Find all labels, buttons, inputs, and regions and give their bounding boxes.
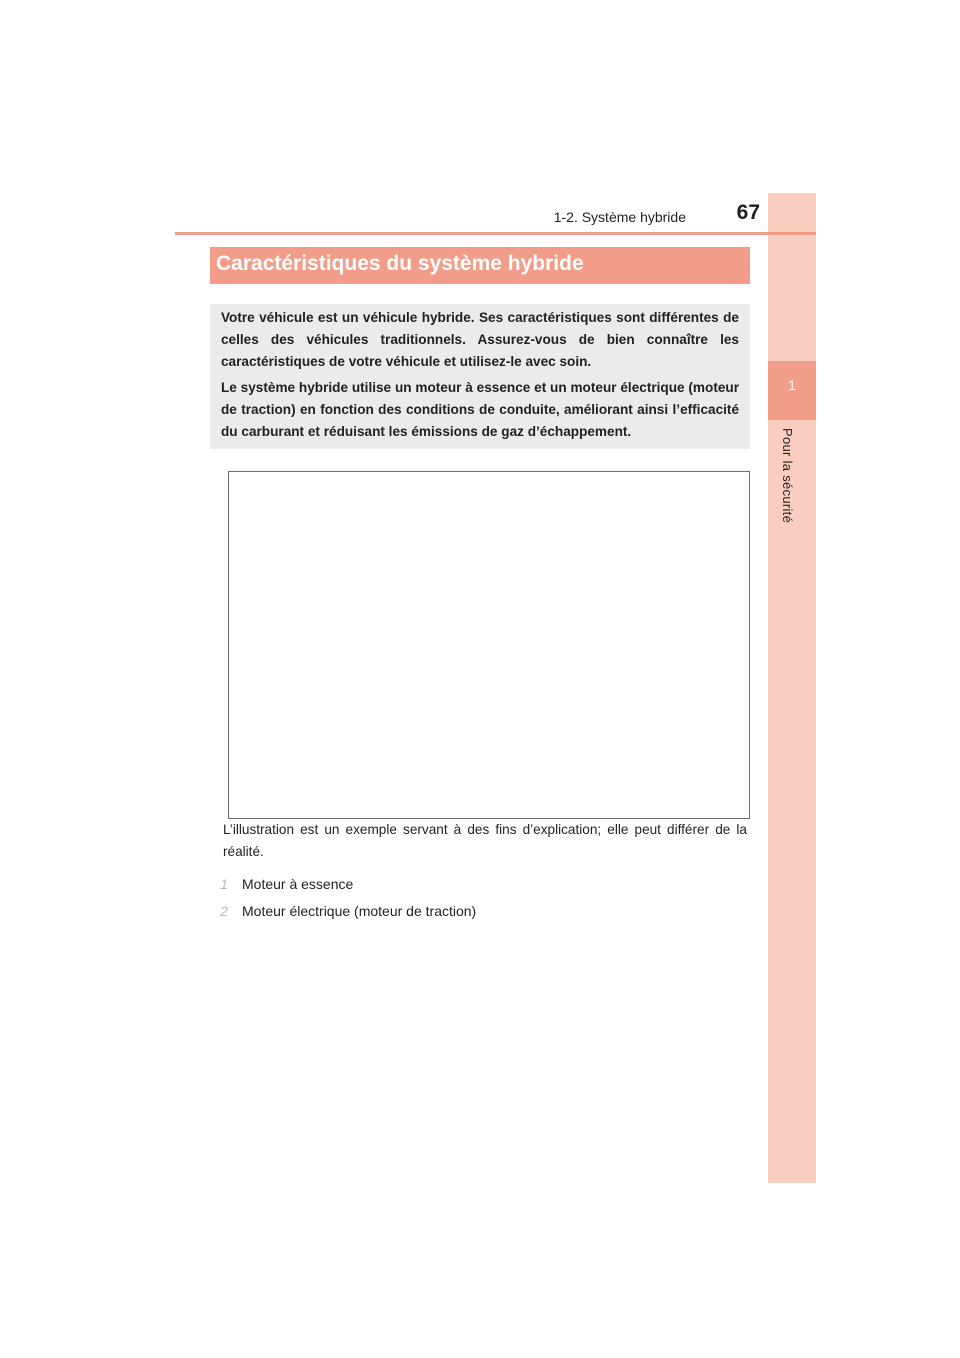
legend-number-icon: 1 (220, 876, 228, 892)
intro-box (210, 304, 750, 449)
page-title: Caractéristiques du système hybride (216, 252, 584, 275)
legend-number-icon: 2 (220, 903, 228, 919)
illustration-frame (228, 471, 750, 819)
intro-paragraph-1: Votre véhicule est un véhicule hybride. Ses caractéristiques sont différentes de celles des véhicules traditionnels. Assurez-vous de bien connaître les caractéristiques de votre véhicule et utilisez-le avec soin. (221, 310, 739, 369)
legend-label: Moteur électrique (moteur de traction) (242, 903, 477, 919)
illustration-caption: L’illustration est un exemple servant à des fins d’explication; elle peut différer de la réalité. (223, 822, 747, 859)
section-title: 1-2. Système hybride (553, 209, 686, 225)
intro-paragraph-2: Le système hybride utilise un moteur à essence et un moteur électrique (moteur de traction) en fonction des conditions de conduite, améliorant ainsi l’efficacité du carburant et réduisant les émissions de gaz d’échappement. (221, 380, 739, 439)
chapter-tab (768, 361, 816, 420)
header-divider (175, 232, 816, 235)
page-number: 67 (736, 201, 760, 224)
chapter-number: 1 (788, 377, 796, 393)
legend-label: Moteur à essence (242, 876, 354, 892)
side-tab-strip (768, 193, 816, 1183)
title-band (210, 247, 750, 284)
chapter-label: Pour la sécurité (780, 428, 795, 524)
